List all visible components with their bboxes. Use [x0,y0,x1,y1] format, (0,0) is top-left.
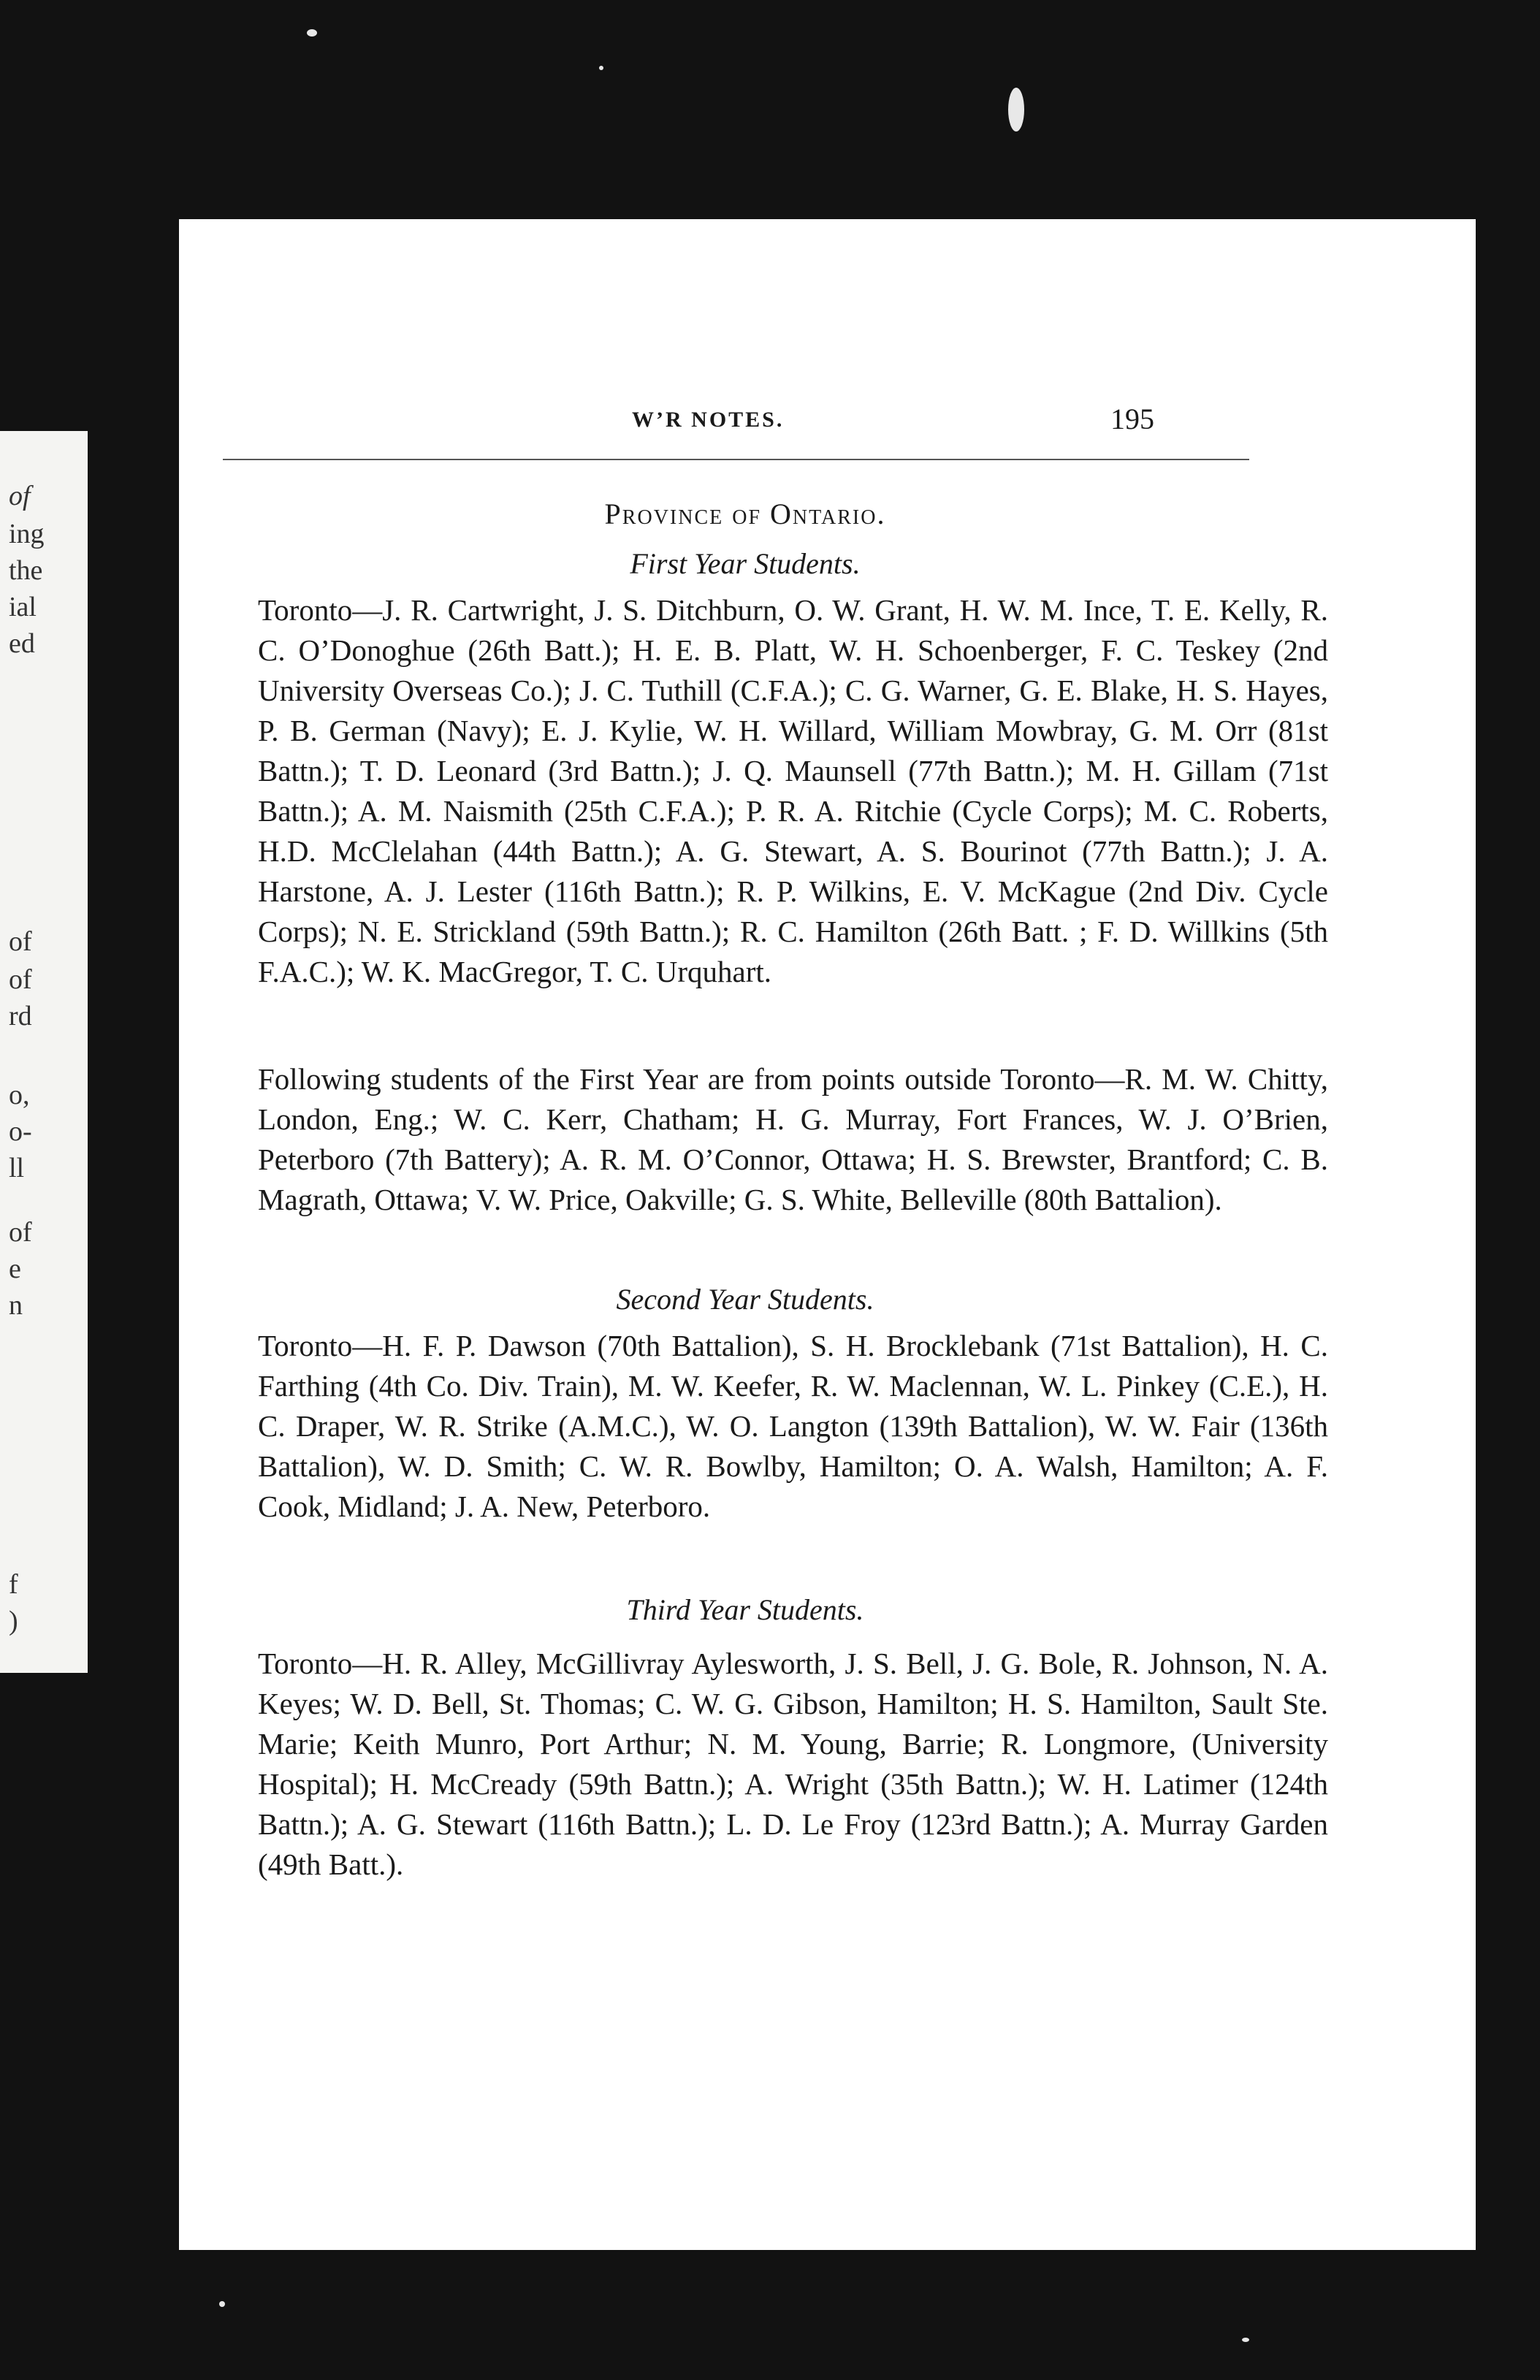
margin-fragment: ll [9,1153,25,1183]
margin-fragment: ) [9,1606,18,1636]
margin-fragment: rd [9,1001,32,1031]
first-year-outside-list: Following students of the First Year are from points outside Toronto—R. M. W. Chitty, London, Eng.; W. C. Kerr, Chatham; H. G. Murray, Fort Frances, W. J. O’Brien, Peterboro (7th Battery); A. R. M. O’Connor, Ottawa; H. S. Brewster, Brantford; C. B. Magrath, Ottawa; V. W. Price, Oakville; G. S. White, Belleville (80th Battalion). [258,1062,1328,1216]
margin-fragment: ed [9,628,35,659]
margin-fragment: the [9,555,43,586]
scan-border-top [0,0,1540,219]
scan-speck [1008,88,1024,131]
margin-fragment: of [9,1217,32,1248]
page-number: 195 [1110,403,1154,435]
margin-fragment: ing [9,519,45,549]
book-page [179,219,1476,2250]
scan-speck [1242,2338,1249,2342]
section-title: Province of Ontario. [604,497,886,530]
scan-border-bottom [0,2250,1540,2380]
second-year-heading: Second Year Students. [616,1283,874,1316]
margin-fragment: e [9,1254,21,1284]
third-year-toronto-list: Toronto—H. R. Alley, McGillivray Aylesworth, J. S. Bell, J. G. Bole, R. Johnson, N. A. Keyes; W. D. Bell, St. Thomas; C. W. G. Gibson, Hamilton; H. S. Hamilton, Sault Ste. Marie; Keith Munro, Port Arthur; N. M. Young, Barrie; R. Longmore, (University Hospital); H. McCready (59th Battn.); A. Wright (35th Battn.); W. H. Latimer (124th Battn.); A. G. Stewart (116th Battn.); L. D. Le Froy (123rd Battn.); A. Murray Garden (49th Batt.). [258,1647,1328,1881]
first-year-heading: First Year Students. [630,547,861,580]
first-year-toronto-list: Toronto—J. R. Cartwright, J. S. Ditchburn, O. W. Grant, H. W. M. Ince, T. E. Kelly, R. C. O’Donoghue (26th Batt.); H. E. B. Platt, W. H. Schoenberger, F. C. Teskey (2nd University Overseas Co.); J. C. Tuthill (C.F.A.); C. G. Warner, G. E. Blake, H. S. Hayes, P. B. German (Navy); E. J. Kylie, W. H. Willard, William Mowbray, G. M. Orr (81st Battn.); T. D. Leonard (3rd Battn.); J. Q. Maunsell (77th Battn.); M. H. Gillam (71st Battn.); A. M. Naismith (25th C.F.A.); P. R. A. Ritchie (Cycle Corps); M. C. Roberts, H.D. McClelahan (44th Battn.); A. G. Stewart, A. S. Bourinot (77th Battn.); J. A. Harstone, A. J. Lester (116th Battn.); R. P. Wilkins, E. V. McKague (2nd Div. Cycle Corps); N. E. Strickland (59th Battn.); R. C. Hamilton (26th Batt. ; F. D. Willkins (5th F.A.C.); W. K. MacGregor, T. C. Urquhart. [258,593,1328,988]
third-year-heading: Third Year Students. [626,1593,864,1626]
margin-fragment: ial [9,592,37,622]
running-header: W’R NOTES. [632,408,785,432]
margin-fragment: o, [9,1080,30,1110]
margin-fragment: of [9,926,32,957]
margin-fragment: of [9,964,32,995]
margin-fragment: o- [9,1116,32,1147]
margin-fragment: f [9,1569,18,1600]
margin-fragment: n [9,1290,23,1321]
second-year-toronto-list: Toronto—H. F. P. Dawson (70th Battalion), S. H. Brocklebank (71st Battalion), H. C. Farthing (4th Co. Div. Train), M. W. Keefer, R. W. Maclennan, W. L. Pinkey (C.E.), H. C. Draper, W. R. Strike (A.M.C.), W. O. Langton (139th Battalion), W. W. Fair (136th Battalion), W. D. Smith; C. W. R. Bowlby, Hamilton; O. A. Walsh, Hamilton; A. F. Cook, Midland; J. A. New, Peterboro. [258,1329,1328,1523]
scan-speck [307,29,317,37]
header-rule [223,459,1249,460]
scan-speck [599,66,603,70]
margin-fragment: of [9,481,31,511]
scan-speck [219,2301,225,2307]
scan-border-right [1476,0,1540,2380]
